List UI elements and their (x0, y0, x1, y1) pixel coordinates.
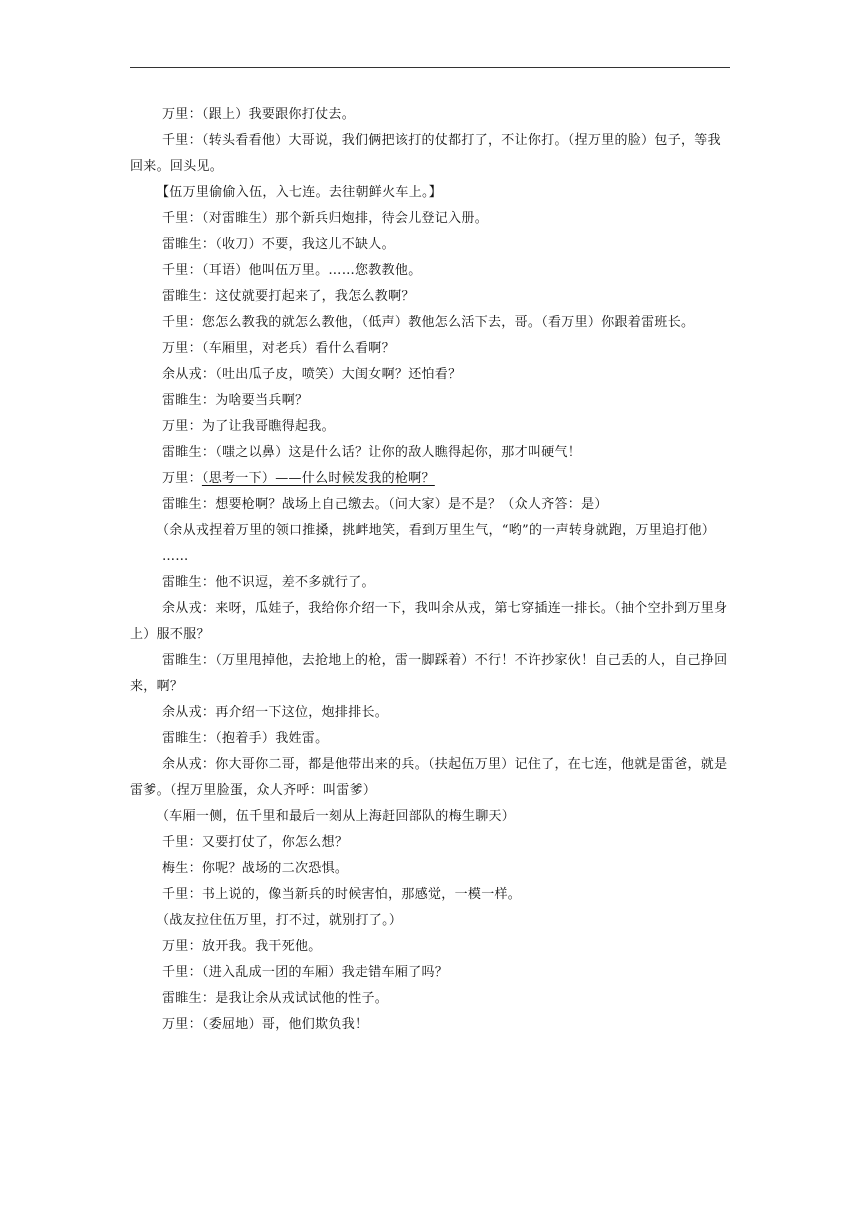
header-rule (130, 67, 730, 68)
speaker-label: 万里： (162, 471, 202, 486)
script-line: 雷睢生：（嗤之以鼻）这是什么话？让你的敌人瞧得起你，那才叫硬气！ (162, 445, 582, 460)
stage-heading: 【伍万里偷偷入伍，入七连。去往朝鲜火车上。】 (156, 185, 443, 200)
script-line: 余从戎：（吐出瓜子皮，喷笑）大闺女啊？还怕看？ (162, 367, 462, 382)
script-line-underlined (130, 466, 730, 492)
script-text (130, 102, 730, 1038)
script-line: 千里：（进入乱成一团的车厢）我走错车厢了吗？ (162, 965, 449, 980)
script-line: 雷睢生：（收刀）不要，我这儿不缺人。 (162, 237, 395, 252)
script-line: 千里：（转头看看他）大哥说，我们俩把该打的仗都打了，不让你打。（捏万里的脸）包子，等我回来。回头见。 (130, 133, 721, 174)
script-line: 梅生：你呢？战场的二次恐惧。 (162, 861, 349, 876)
script-line: 千里：又要打仗了，你怎么想？ (162, 835, 349, 850)
script-line: 余从戎：来呀，瓜娃子，我给你介绍一下，我叫余从戎，第七穿插连一排长。（抽个空扑到万里身上）服不服？ (130, 601, 728, 642)
script-line: 千里：书上说的，像当新兵的时候害怕，那感觉，一模一样。 (162, 887, 522, 902)
script-line: 雷睢生：（抱着手）我姓雷。 (162, 731, 329, 746)
script-line: 万里：放开我。我干死他。 (162, 939, 322, 954)
script-line: 雷睢生：他不识逗，差不多就行了。 (162, 575, 375, 590)
script-line: 千里：您怎么教我的就怎么教他，（低声）教他怎么活下去，哥。（看万里）你跟着雷班长。 (162, 315, 695, 330)
underlined-question: （思考一下）——什么时候发我的枪啊？ (201, 471, 435, 486)
script-line: 雷睢生：想要枪啊？战场上自己缴去。（问大家）是不是？（众人齐答：是） (162, 497, 608, 512)
script-line: 雷睢生：是我让余从戎试试他的性子。 (162, 991, 389, 1006)
stage-direction: （战友拉住伍万里，打不过，就别打了。） (156, 913, 403, 928)
stage-direction: （车厢一侧，伍千里和最后一刻从上海赶回部队的梅生聊天） (156, 809, 516, 824)
script-line: 万里：（委屈地）哥，他们欺负我！ (162, 1017, 369, 1032)
script-line: 余从戎：再介绍一下这位，炮排排长。 (162, 705, 389, 720)
stage-direction: （余从戎捏着万里的领口推搡，挑衅地笑，看到万里生气，“哟”的一声转身就跑，万里追打他） (156, 523, 716, 538)
ellipsis-line: …… (162, 549, 189, 564)
script-line: 千里：（耳语）他叫伍万里。……您教教他。 (162, 263, 422, 278)
script-line: 万里：（车厢里，对老兵）看什么看啊？ (162, 341, 395, 356)
script-line: 万里：为了让我哥瞧得起我。 (162, 419, 335, 434)
script-line: 余从戎：你大哥你二哥，都是他带出来的兵。（扶起伍万里）记住了，在七连，他就是雷爸，就是雷爹。（捏万里脸蛋，众人齐呼：叫雷爹） (130, 757, 728, 798)
script-line: 千里：（对雷睢生）那个新兵归炮排，待会儿登记入册。 (162, 211, 489, 226)
script-line: 雷睢生：为啥要当兵啊？ (162, 393, 309, 408)
script-line: 雷睢生：（万里甩掉他，去抢地上的枪，雷一脚踩着）不行！不许抄家伙！自己丢的人，自己挣回来，啊？ (130, 653, 728, 694)
script-line: 雷睢生：这仗就要打起来了，我怎么教啊？ (162, 289, 415, 304)
script-line: 万里：（跟上）我要跟你打仗去。 (162, 107, 356, 122)
